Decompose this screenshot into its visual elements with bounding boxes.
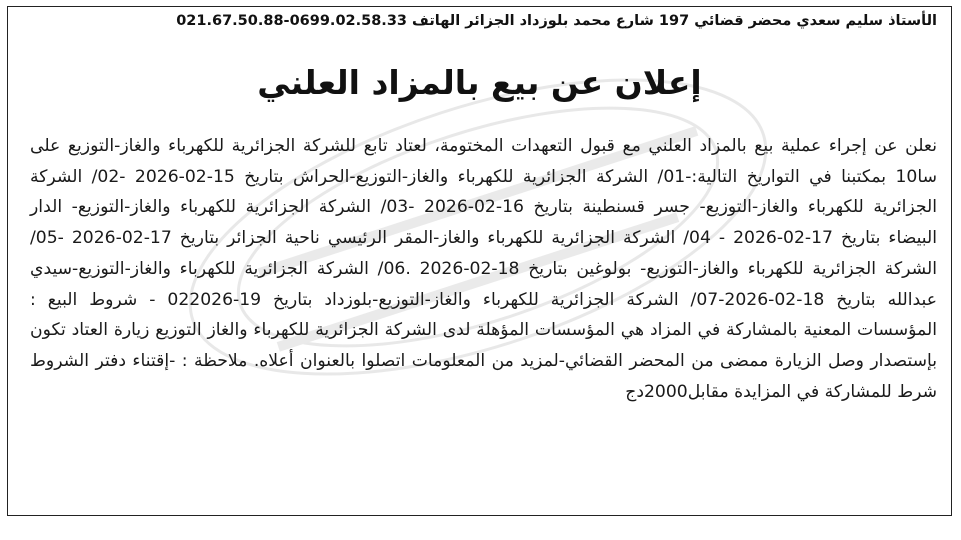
- announcement-body: نعلن عن إجراء عملية بيع بالمزاد العلني مع قبول التعهدات المختومة، لعتاد تابع للشركة الجزائرية للكهرباء والغاز-التوزيع على سا10 بمكتبنا في التواريخ التالية:-01/ الشركة الجزائرية للكهرباء والغاز-التوزيع-الحراش بتاريخ 15-02-2026 -02/ الشركة الجزائرية للكهرباء والغاز-التوزيع- جسر قسنطينة بتاريخ 16-02-2026 -03/ الشركة الجزائرية للكهرباء والغاز-التوزيع- الدار البيضاء بتاريخ 17-02-2026 - 04/ الشركة الجزائرية للكهرباء والغاز-المقر الرئيسي ناحية الجزائر بتاريخ 17-02-2026 -05/الشركة الجزائرية للكهرباء والغاز-التوزيع- بولوغين بتاريخ 18-02-2026 .06/ الشركة الجزائرية للكهرباء والغاز-التوزيع-سيدي عبدالله بتاريخ 18-02-2026-07/ الشركة الجزائرية للكهرباء والغاز-التوزيع-بلوزداد بتاريخ 19-022026 - شروط البيع : المؤسسات المعنية بالمشاركة في المزاد هي المؤسسات المؤهلة لدى الشركة الجزائرية للكهرباء والغاز التوزيع زيارة العتاد تكون بإستصدار وصل الزيارة ممضى من المحضر القضائي-لمزيد من المعلومات اتصلوا بالعنوان أعلاه. ملاحظة : -إقتناء دفتر الشروط شرط للمشاركة في المزايدة مقابل2000دج: [30, 136, 937, 402]
- advertisement-frame: [7, 6, 952, 516]
- page-title: إعلان عن بيع بالمزاد العلني: [257, 63, 702, 102]
- contact-header: الأستاذ سليم سعدي محضر قضائي 197 شارع محمد بلوزداد الجزائر الهاتف 0699.02.58.33-021.67.50.88: [176, 13, 937, 29]
